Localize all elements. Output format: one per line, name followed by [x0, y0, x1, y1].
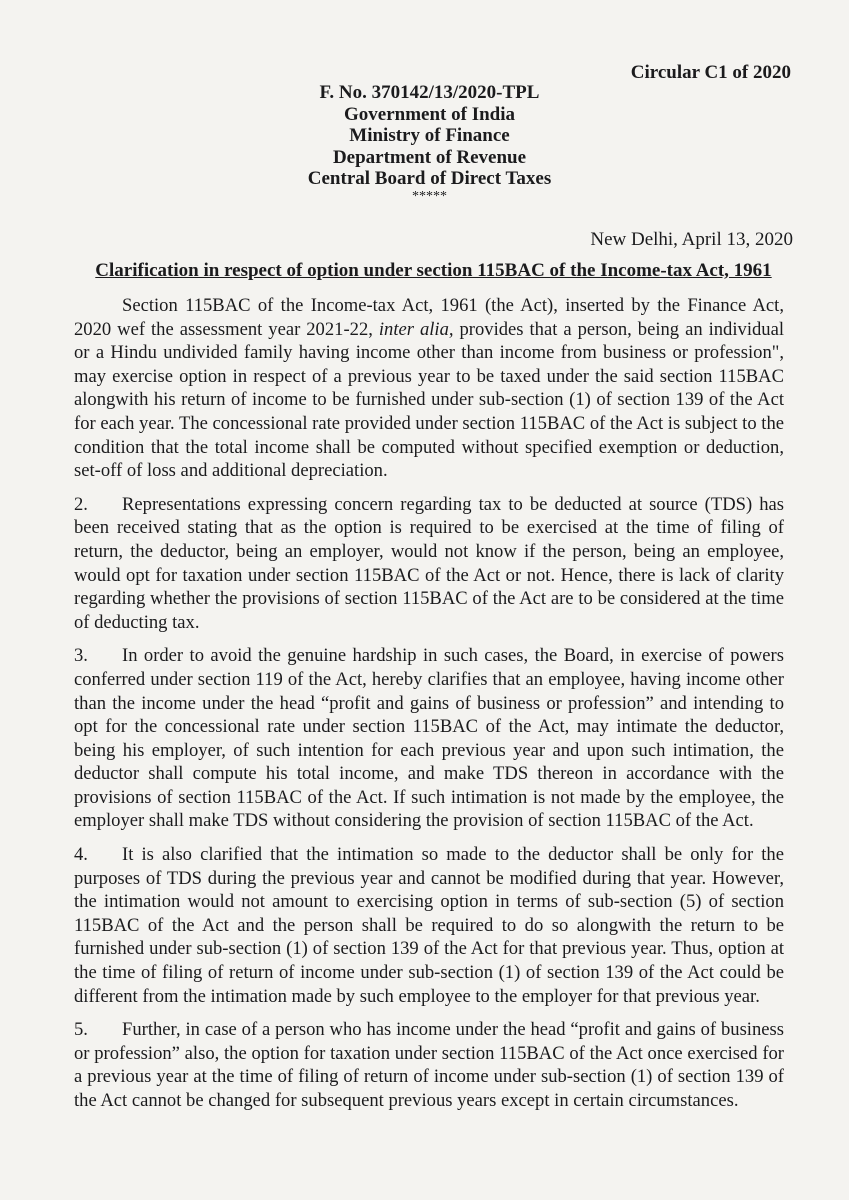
paragraph-text: Further, in case of a person who has income under the head “profit and gains of business or profession” also, the option for taxation under section 115BAC of the Act once exercised for a previous year at the time of filing of return of income under sub-section (1) of section 139 of the Act cannot be changed for subsequent previous years except in certain circumstances. [74, 1019, 784, 1111]
paragraph-number: 5. [74, 1019, 88, 1041]
paragraph-3 [74, 644, 784, 833]
circular-number: Circular C1 of 2020 [630, 62, 791, 83]
file-number: F. No. 370142/13/2020-TPL [319, 82, 540, 103]
paragraph-1-text-a: Section 115BAC of the Income-tax Act, 1961 (the Act), inserted by the Finance Act, 2020 wef the assessment year 2021-22, [74, 295, 784, 340]
document-body [74, 294, 784, 1123]
place-date: New Delhi, April 13, 2020 [590, 229, 793, 250]
paragraph-number: 2. [74, 493, 88, 515]
header-separator: ***** [412, 188, 447, 204]
paragraph-number: 3. [74, 645, 88, 667]
paragraph-number: 4. [74, 844, 88, 866]
board-name: Central Board of Direct Taxes [307, 168, 552, 189]
paragraph-text: In order to avoid the genuine hardship in such cases, the Board, in exercise of powers conferred under section 119 of the Act, hereby clarifies that an employee, having income other than the income under the head “profit and gains of business or profession” and intending to opt for the concessional rate under section 115BAC of the Act, may intimate the deductor, being his employer, of such intention for each previous year and upon such intimation, the deductor shall compute his total income, and make TDS thereon in accordance with the provisions of section 115BAC of the Act. If such intimation is not made by the employee, the employer shall make TDS without considering the provision of section 115BAC of the Act. [74, 645, 784, 832]
paragraph-2 [74, 493, 784, 635]
paragraph-1-text-b: provides that a person, being an individual or a Hindu undivided family having income other than income from business or profession", may exercise option in respect of a previous year to be taxed under the said section 115BAC alongwith his return of income to be furnished under sub-section (1) of section 139 of the Act for each year. The concessional rate provided under section 115BAC of the Act is subject to the condition that the total income shall be computed without specified exemption or deduction, set-off of loss and additional depreciation. [74, 318, 784, 482]
document-title: Clarification in respect of option under section 115BAC of the Income-tax Act, 1961 [95, 260, 772, 281]
document-header [0, 82, 849, 204]
government-name: Government of India [344, 103, 515, 125]
paragraph-1-italic: inter alia, [378, 318, 454, 340]
paragraph-4 [74, 843, 784, 1008]
paragraph-5 [74, 1018, 784, 1112]
paragraph-text: It is also clarified that the intimation so made to the deductor shall be only for the purposes of TDS during the previous year and cannot be modified during that year. However, the intimation would not amount to exercising option in terms of sub-section (5) of section 115BAC of the Act and the person shall be required to do so alongwith the return to be furnished under sub-section (1) of section 139 of the Act for that previous year. Thus, option at the time of filing of return of income under sub-section (1) of section 139 of the Act could be different from the intimation made by such employee to the employer for that previous year. [74, 844, 784, 1007]
paragraph-1 [74, 294, 784, 483]
paragraph-text: Representations expressing concern regarding tax to be deducted at source (TDS) has been received stating that as the option is required to be exercised at the time of filing of return, the deductor, being an employer, would not know if the person, being an employee, would opt for taxation under section 115BAC of the Act or not. Hence, there is lack of clarity regarding whether the provisions of section 115BAC of the Act are to be considered at the time of deducting tax. [74, 493, 784, 633]
ministry-name: Ministry of Finance [349, 125, 510, 146]
department-name: Department of Revenue [332, 146, 527, 168]
